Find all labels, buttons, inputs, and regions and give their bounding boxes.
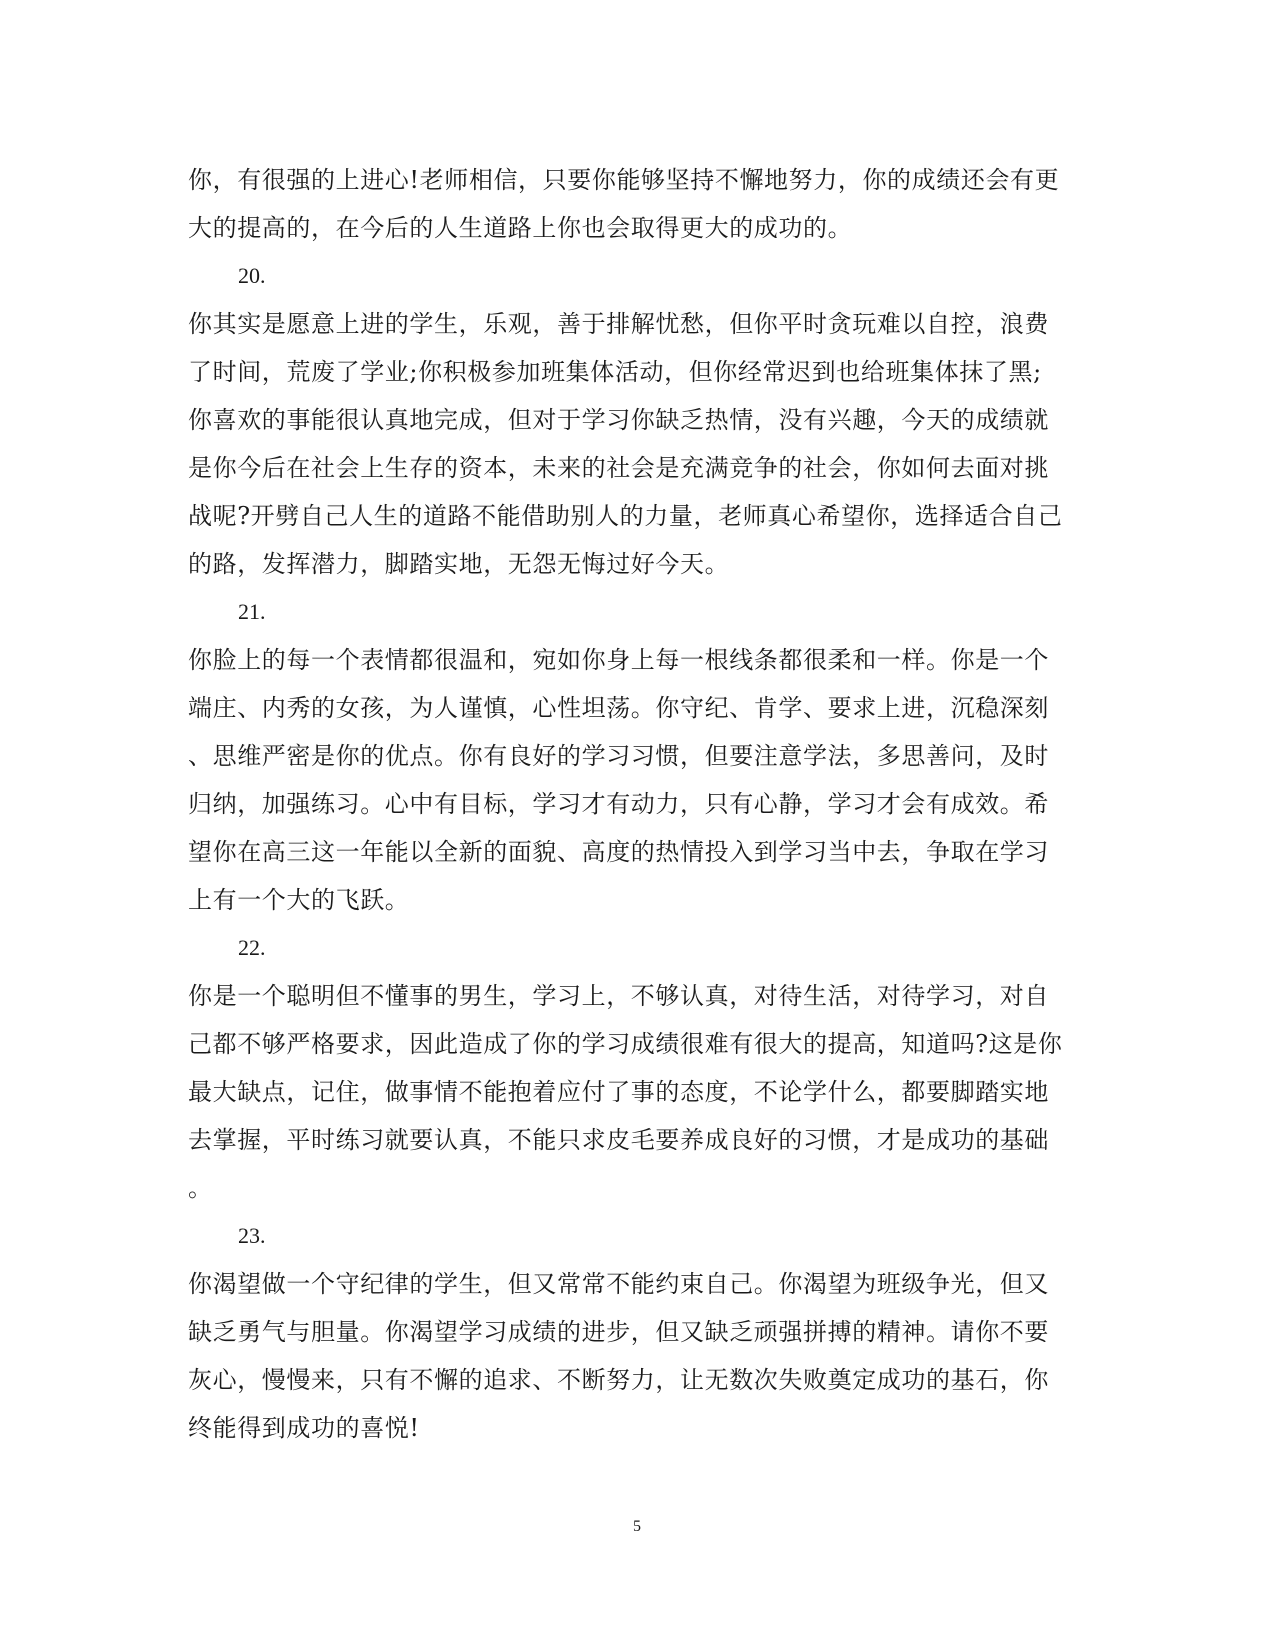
body-text-line: 战呢?开劈自己人生的道路不能借助别人的力量，老师真心希望你，选择适合自己 xyxy=(188,502,1063,530)
body-text-line: 了时间，荒废了学业;你积极参加班集体活动，但你经常迟到也给班集体抹了黑; xyxy=(188,358,1042,386)
body-text-line: 你是一个聪明但不懂事的男生，学习上，不够认真，对待生活，对待学习，对自 xyxy=(188,982,1049,1010)
body-text-line: 。 xyxy=(188,1174,213,1202)
body-text-line: 你脸上的每一个表情都很温和，宛如你身上每一根线条都很柔和一样。你是一个 xyxy=(188,646,1049,674)
body-text-line: 己都不够严格要求，因此造成了你的学习成绩很难有很大的提高，知道吗?这是你 xyxy=(188,1030,1063,1058)
entry-number: 23. xyxy=(238,1223,266,1248)
entry-number: 20. xyxy=(238,263,266,288)
body-text-line: 去掌握，平时练习就要认真，不能只求皮毛要养成良好的习惯，才是成功的基础 xyxy=(188,1126,1049,1154)
body-text-line: 的路，发挥潜力，脚踏实地，无怨无悔过好今天。 xyxy=(188,550,730,578)
body-text-line: 你，有很强的上进心!老师相信，只要你能够坚持不懈地努力，你的成绩还会有更 xyxy=(188,166,1060,194)
body-text-line: 最大缺点，记住，做事情不能抱着应付了事的态度，不论学什么，都要脚踏实地 xyxy=(188,1078,1049,1106)
body-text-line: 你渴望做一个守纪律的学生，但又常常不能约束自己。你渴望为班级争光，但又 xyxy=(188,1270,1049,1298)
document-body xyxy=(188,156,1088,1452)
body-text-line: 缺乏勇气与胆量。你渴望学习成绩的进步，但又缺乏顽强拼搏的精神。请你不要 xyxy=(188,1318,1049,1346)
body-text-line: 端庄、内秀的女孩，为人谨慎，心性坦荡。你守纪、肯学、要求上进，沉稳深刻 xyxy=(188,694,1049,722)
body-text-line: 上有一个大的飞跃。 xyxy=(188,886,410,914)
body-text-line: 灰心，慢慢来，只有不懈的追求、不断努力，让无数次失败奠定成功的基石，你 xyxy=(188,1366,1049,1394)
body-text-line: 、思维严密是你的优点。你有良好的学习习惯，但要注意学法，多思善问，及时 xyxy=(188,742,1049,770)
body-text-line: 是你今后在社会上生存的资本，未来的社会是充满竞争的社会，你如何去面对挑 xyxy=(188,454,1049,482)
page-number: 5 xyxy=(633,1518,641,1535)
body-text-line: 大的提高的，在今后的人生道路上你也会取得更大的成功的。 xyxy=(188,214,853,242)
body-text-line: 你喜欢的事能很认真地完成，但对于学习你缺乏热情，没有兴趣，今天的成绩就 xyxy=(188,406,1049,434)
entry-number: 22. xyxy=(238,935,266,960)
entry-number: 21. xyxy=(238,599,266,624)
body-text-line: 归纳，加强练习。心中有目标，学习才有动力，只有心静，学习才会有成效。希 xyxy=(188,790,1049,818)
body-text-line: 望你在高三这一年能以全新的面貌、高度的热情投入到学习当中去，争取在学习 xyxy=(188,838,1049,866)
body-text-line: 你其实是愿意上进的学生，乐观，善于排解忧愁，但你平时贪玩难以自控，浪费 xyxy=(188,310,1049,338)
body-text-line: 终能得到成功的喜悦! xyxy=(188,1414,420,1442)
